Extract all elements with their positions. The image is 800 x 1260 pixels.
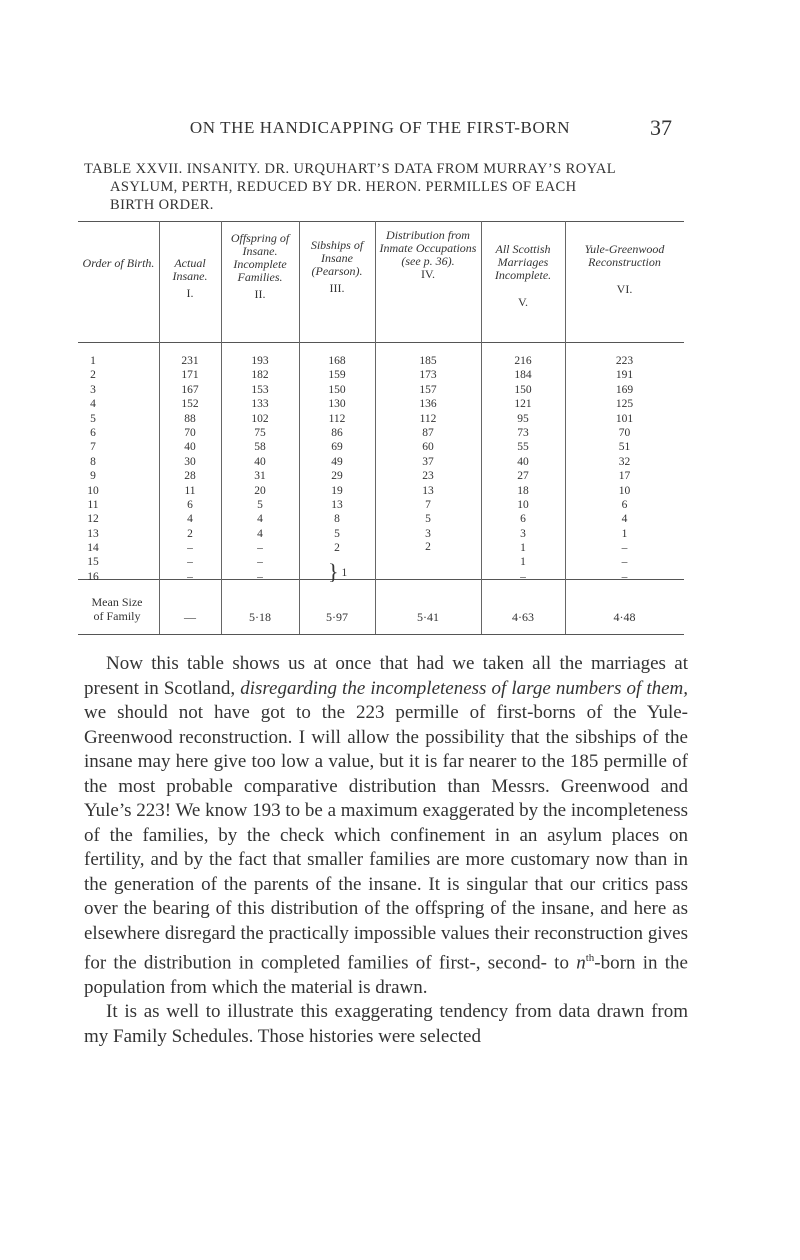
table-cell: 8 [90,455,96,468]
table-cell: 30 [184,455,196,468]
table-cell: 4 [621,513,628,526]
table-cell: 9 [90,470,96,483]
table-cell: 4 [257,527,263,540]
table-cell: 8 [334,513,340,526]
table-cell: – [257,556,263,569]
table-cell: 182 [251,369,269,382]
table-cell: 5 [257,498,263,511]
table-cell: – [621,556,628,569]
header-yule-greenwood: Yule-Greenwood Reconstruction VI. [584,242,665,296]
table-cell: 4 [90,398,96,411]
table-cell: 7 [425,498,431,511]
table-cell: 150 [514,383,532,396]
table-cell: 150 [328,383,346,396]
header-offspring-of-insane: Offspring of Insane. Incomplete Families. II. [230,231,290,301]
table-cell: 29 [331,470,343,483]
table-cell: – [257,570,263,583]
col-yule-greenwood [565,354,684,584]
table-cell: 10 [87,484,99,497]
header-scottish-marriages: All Scottish Marriages Incomplete. V. [494,242,552,309]
table-cell: – [621,570,628,583]
table-cell: 191 [615,369,634,382]
table-cell: – [187,556,193,569]
table-cell: 10 [517,498,529,511]
table-cell: 3 [90,383,96,396]
table-cell: 13 [422,484,434,497]
header-sibships: Sibships of Insane (Pearson). III. [310,238,364,295]
table-cell: 173 [419,369,437,382]
table-cell: 223 [615,355,634,367]
table-caption [84,160,684,214]
table-cell: 28 [184,470,196,483]
table-cell: 15 [87,556,99,569]
table-cell: 11 [184,484,196,497]
table-cell: 152 [181,398,199,411]
table-cell: 13 [87,527,99,540]
mean-value: 5·97 [326,610,348,624]
table-cell: 216 [514,355,532,367]
table-cell: 6 [90,426,96,439]
table-cell: – [520,570,526,583]
table-cell: 121 [514,398,532,411]
table-cell: 55 [517,441,529,454]
table-cell: 73 [517,426,529,439]
table-cell: 2 [334,542,340,555]
page-number: 37 [650,115,672,140]
table-cell: 133 [251,398,269,411]
table-cell: 40 [254,455,266,468]
table-cell: 101 [615,412,634,425]
table-cell: 17 [618,470,631,483]
table-cell: 60 [422,441,434,454]
table-cell: 86 [331,426,343,439]
header-distribution: Distribution from Inmate Occupations (see p. 36). IV. [379,228,477,281]
table-cell: 14 [87,542,99,555]
table-cell: 37 [422,455,434,468]
col-actual-insane [159,354,221,584]
table-cell: 1 [520,542,526,555]
merged-cell-distribution: 2 [425,541,431,553]
table-cell: 112 [419,412,437,425]
mean-value: — [184,610,196,624]
table-cell: 167 [181,383,199,396]
mean-value: 4·48 [613,610,636,624]
caption-line-3: BIRTH ORDER. [110,197,214,213]
table-cell [375,570,481,584]
table-cell: 102 [251,412,269,425]
table-cell: 125 [615,398,634,411]
caption-line-1: TABLE XXVII. INSANITY. DR. URQUHART’S DATA FROM MURRAY’S ROYAL [84,161,616,177]
table-cell: 75 [254,426,266,439]
data-table [78,221,684,635]
table-cell: – [187,542,193,555]
table-cell: 184 [514,369,532,382]
table-cell: 87 [422,426,434,439]
table-cell: – [187,570,193,583]
table-cell: 27 [517,470,529,483]
running-header [0,115,800,144]
table-cell: 58 [254,441,266,454]
table-cell: 31 [254,470,266,483]
table-cell [375,555,481,569]
table-cell: 19 [331,484,343,497]
paragraph-2: It is as well to illustrate this exaggerating tendency from data drawn from my Family Schedules. Those histories were selected [84,1001,688,1047]
table-cell: 12 [87,513,99,526]
table-cell: 2 [90,369,96,382]
table-cell: 69 [331,441,343,454]
table-cell: 70 [184,426,196,439]
table-cell: 193 [251,355,269,367]
table-cell: 11 [87,498,99,511]
table-cell: 3 [425,527,431,540]
table-cell: 88 [184,412,196,425]
table-cell: 159 [328,369,346,382]
table-cell: 185 [419,355,437,367]
table-cell: 169 [615,383,634,396]
table-cell: 10 [618,484,631,497]
header-actual-insane: Actual Insane. I. [172,256,208,300]
table-cell: 171 [181,369,199,382]
paragraph-1: Now this table shows us at once that had we taken all the marriages at present in Scotland, disregarding the incompleteness of large numbers of them, we should not have got to the 223 permille of first-borns of the Yule-Greenwood reconstruction. I will allow the possibility that the sibships of the insane may here give too low a value, but it is far nearer to the 185 permille of the most probable comparative distribution than Messrs. Greenwood and Yule’s 223! We know 193 to be a maximum exaggerated by the incompleteness of the families, by the check which confinement in an asylum places on fertility, and by the fact that smaller families are more customary now than in the generation of the parents of the insane. It is singular that our critics pass over the bearing of this distribution of the offspring of the insane, and here as elsewhere disregard the practically impossible values their reconstruction gives for the distribution in completed families of first-, second- to $n^{th}$-born in the population from which the material is drawn. [84,653,689,998]
table-cell: 3 [520,527,526,540]
table-cell: 40 [517,455,529,468]
table-cell: 49 [331,455,343,468]
table-cell: 16 [87,570,99,583]
col-scottish [481,354,565,584]
table-cell: 7 [90,441,96,454]
mean-value: 5·41 [417,610,439,624]
table-cell: 153 [251,383,269,396]
table-cell: 95 [517,412,529,425]
table-cell: 6 [520,513,526,526]
header-order-of-birth: Order of Birth. [82,256,155,270]
table-cell: 23 [422,470,434,483]
table-cell: 2 [187,527,193,540]
col-sibships [299,354,375,584]
table-cell: 136 [419,398,437,411]
table-cell: 40 [184,441,196,454]
table-cell: – [257,542,263,555]
table-cell: 157 [419,383,437,396]
table-cell: 32 [618,455,631,468]
table-cell: 18 [517,484,529,497]
table-cell: 1 [520,556,526,569]
table-cell: 4 [187,513,193,526]
table-cell: 70 [618,426,631,439]
running-title: ON THE HANDICAPPING OF THE FIRST-BORN [189,118,571,137]
header-rule [78,342,684,343]
merged-cell-sibships: } 1 [328,559,348,584]
table-cell: 130 [328,398,346,411]
body-text [84,652,688,1049]
table-cell: 1 [90,355,96,367]
table-cell: 6 [187,498,193,511]
table-cell: 168 [328,355,346,367]
table-cell: 1 [621,527,628,540]
caption-line-2: ASYLUM, PERTH, REDUCED BY DR. HERON. PERMILLES OF EACH [110,179,577,195]
table-cell: 4 [257,513,263,526]
table-cell: 20 [254,484,266,497]
table-cell: 6 [621,498,628,511]
table-cell: 5 [90,412,96,425]
table-top-rule [78,221,684,222]
mean-value: 5·18 [249,610,271,624]
table-bottom-rule [78,634,684,635]
col-offspring [221,354,299,584]
table-cell: 5 [334,527,340,540]
table-cell: 5 [425,513,431,526]
table-cell: 112 [328,412,346,425]
mean-value: 4·63 [512,610,534,624]
table-cell: 51 [618,441,631,454]
table-cell: 13 [331,498,343,511]
table-cell: 231 [181,355,199,367]
mean-size-label: Mean Size of Family [91,595,143,623]
col-order [78,354,108,584]
table-cell: – [621,542,628,555]
